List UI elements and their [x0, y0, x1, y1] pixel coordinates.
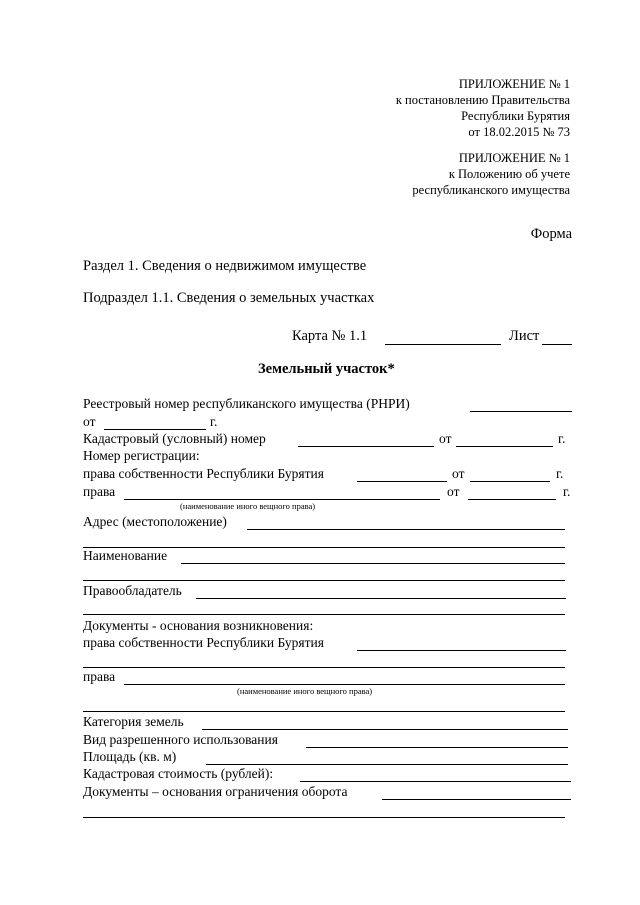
form-label: Форма: [530, 226, 572, 242]
registration-label: Номер регистрации:: [83, 448, 200, 463]
rnri-label: Реестровый номер республиканского имущества (РНРИ): [83, 396, 410, 411]
form-heading: Земельный участок*: [258, 361, 395, 377]
address-input-line[interactable]: [247, 529, 565, 530]
ownership-date-line[interactable]: [470, 481, 550, 482]
ownership-reg-line[interactable]: [357, 481, 447, 482]
holder-label: Правообладатель: [83, 583, 182, 598]
year-label: г.: [210, 414, 218, 429]
cadastral-input-line[interactable]: [298, 446, 434, 447]
appendix-title: ПРИЛОЖЕНИЕ № 1: [458, 77, 570, 91]
appendix-title: ПРИЛОЖЕНИЕ № 1: [458, 151, 570, 165]
other-right-hint: (наименование иного вещного права): [237, 686, 373, 696]
card-label: Карта № 1.1: [292, 328, 368, 344]
name-input-line[interactable]: [181, 563, 565, 564]
permitted-use-label: Вид разрешенного использования: [83, 732, 278, 747]
from-label: от: [439, 431, 452, 446]
other-right-docs-line-2[interactable]: [83, 711, 565, 712]
name-input-line-2[interactable]: [83, 580, 565, 581]
area-label: Площадь (кв. м): [83, 749, 177, 764]
ownership-right-label: права собственности Республики Бурятия: [83, 635, 324, 650]
appendix-line: республиканского имущества: [412, 183, 570, 197]
docs-restriction-line[interactable]: [382, 799, 571, 800]
cadastral-value-line[interactable]: [300, 781, 571, 782]
land-category-label: Категория земель: [83, 714, 184, 729]
docs-origin-label: Документы - основания возникновения:: [83, 618, 314, 633]
sheet-number-line[interactable]: [542, 344, 572, 345]
address-label: Адрес (местоположение): [83, 514, 227, 529]
sheet-label: Лист: [509, 328, 540, 344]
right-label: права: [83, 484, 116, 499]
cadastral-date-line[interactable]: [456, 446, 553, 447]
year-label: г.: [563, 484, 571, 499]
docs-restriction-label: Документы – основания ограничения оборота: [83, 784, 348, 799]
holder-input-line[interactable]: [196, 598, 566, 599]
rnri-input-line[interactable]: [470, 411, 572, 412]
other-right-date-line[interactable]: [468, 499, 556, 500]
cadastral-value-label: Кадастровая стоимость (рублей):: [83, 766, 274, 781]
rnri-date-line[interactable]: [104, 429, 206, 430]
ownership-docs-line-2[interactable]: [83, 667, 565, 668]
ownership-right-label: права собственности Республики Бурятия: [83, 466, 324, 481]
year-label: г.: [558, 431, 566, 446]
from-label: от: [83, 414, 96, 429]
appendix-line: к постановлению Правительства: [395, 93, 570, 107]
year-label: г.: [556, 466, 564, 481]
section-title: Раздел 1. Сведения о недвижимом имуществе: [83, 258, 367, 274]
area-line[interactable]: [206, 764, 568, 765]
other-right-docs-line[interactable]: [124, 684, 565, 685]
appendix-line: Республики Бурятия: [461, 109, 570, 123]
card-number-line[interactable]: [385, 344, 501, 345]
holder-input-line-2[interactable]: [83, 614, 565, 615]
appendix-line: от 18.02.2015 № 73: [468, 125, 570, 139]
right-label: права: [83, 669, 116, 684]
from-label: от: [447, 484, 460, 499]
other-right-line[interactable]: [124, 499, 440, 500]
appendix-line: к Положению об учете: [448, 167, 570, 181]
from-label: от: [452, 466, 465, 481]
subsection-title: Подраздел 1.1. Сведения о земельных участках: [83, 290, 375, 306]
name-label: Наименование: [83, 548, 168, 563]
docs-restriction-line-2[interactable]: [83, 817, 565, 818]
permitted-use-line[interactable]: [306, 747, 568, 748]
cadastral-label: Кадастровый (условный) номер: [83, 431, 266, 446]
other-right-hint: (наименование иного вещного права): [180, 501, 316, 511]
land-category-line[interactable]: [202, 729, 568, 730]
ownership-docs-line[interactable]: [357, 650, 566, 651]
